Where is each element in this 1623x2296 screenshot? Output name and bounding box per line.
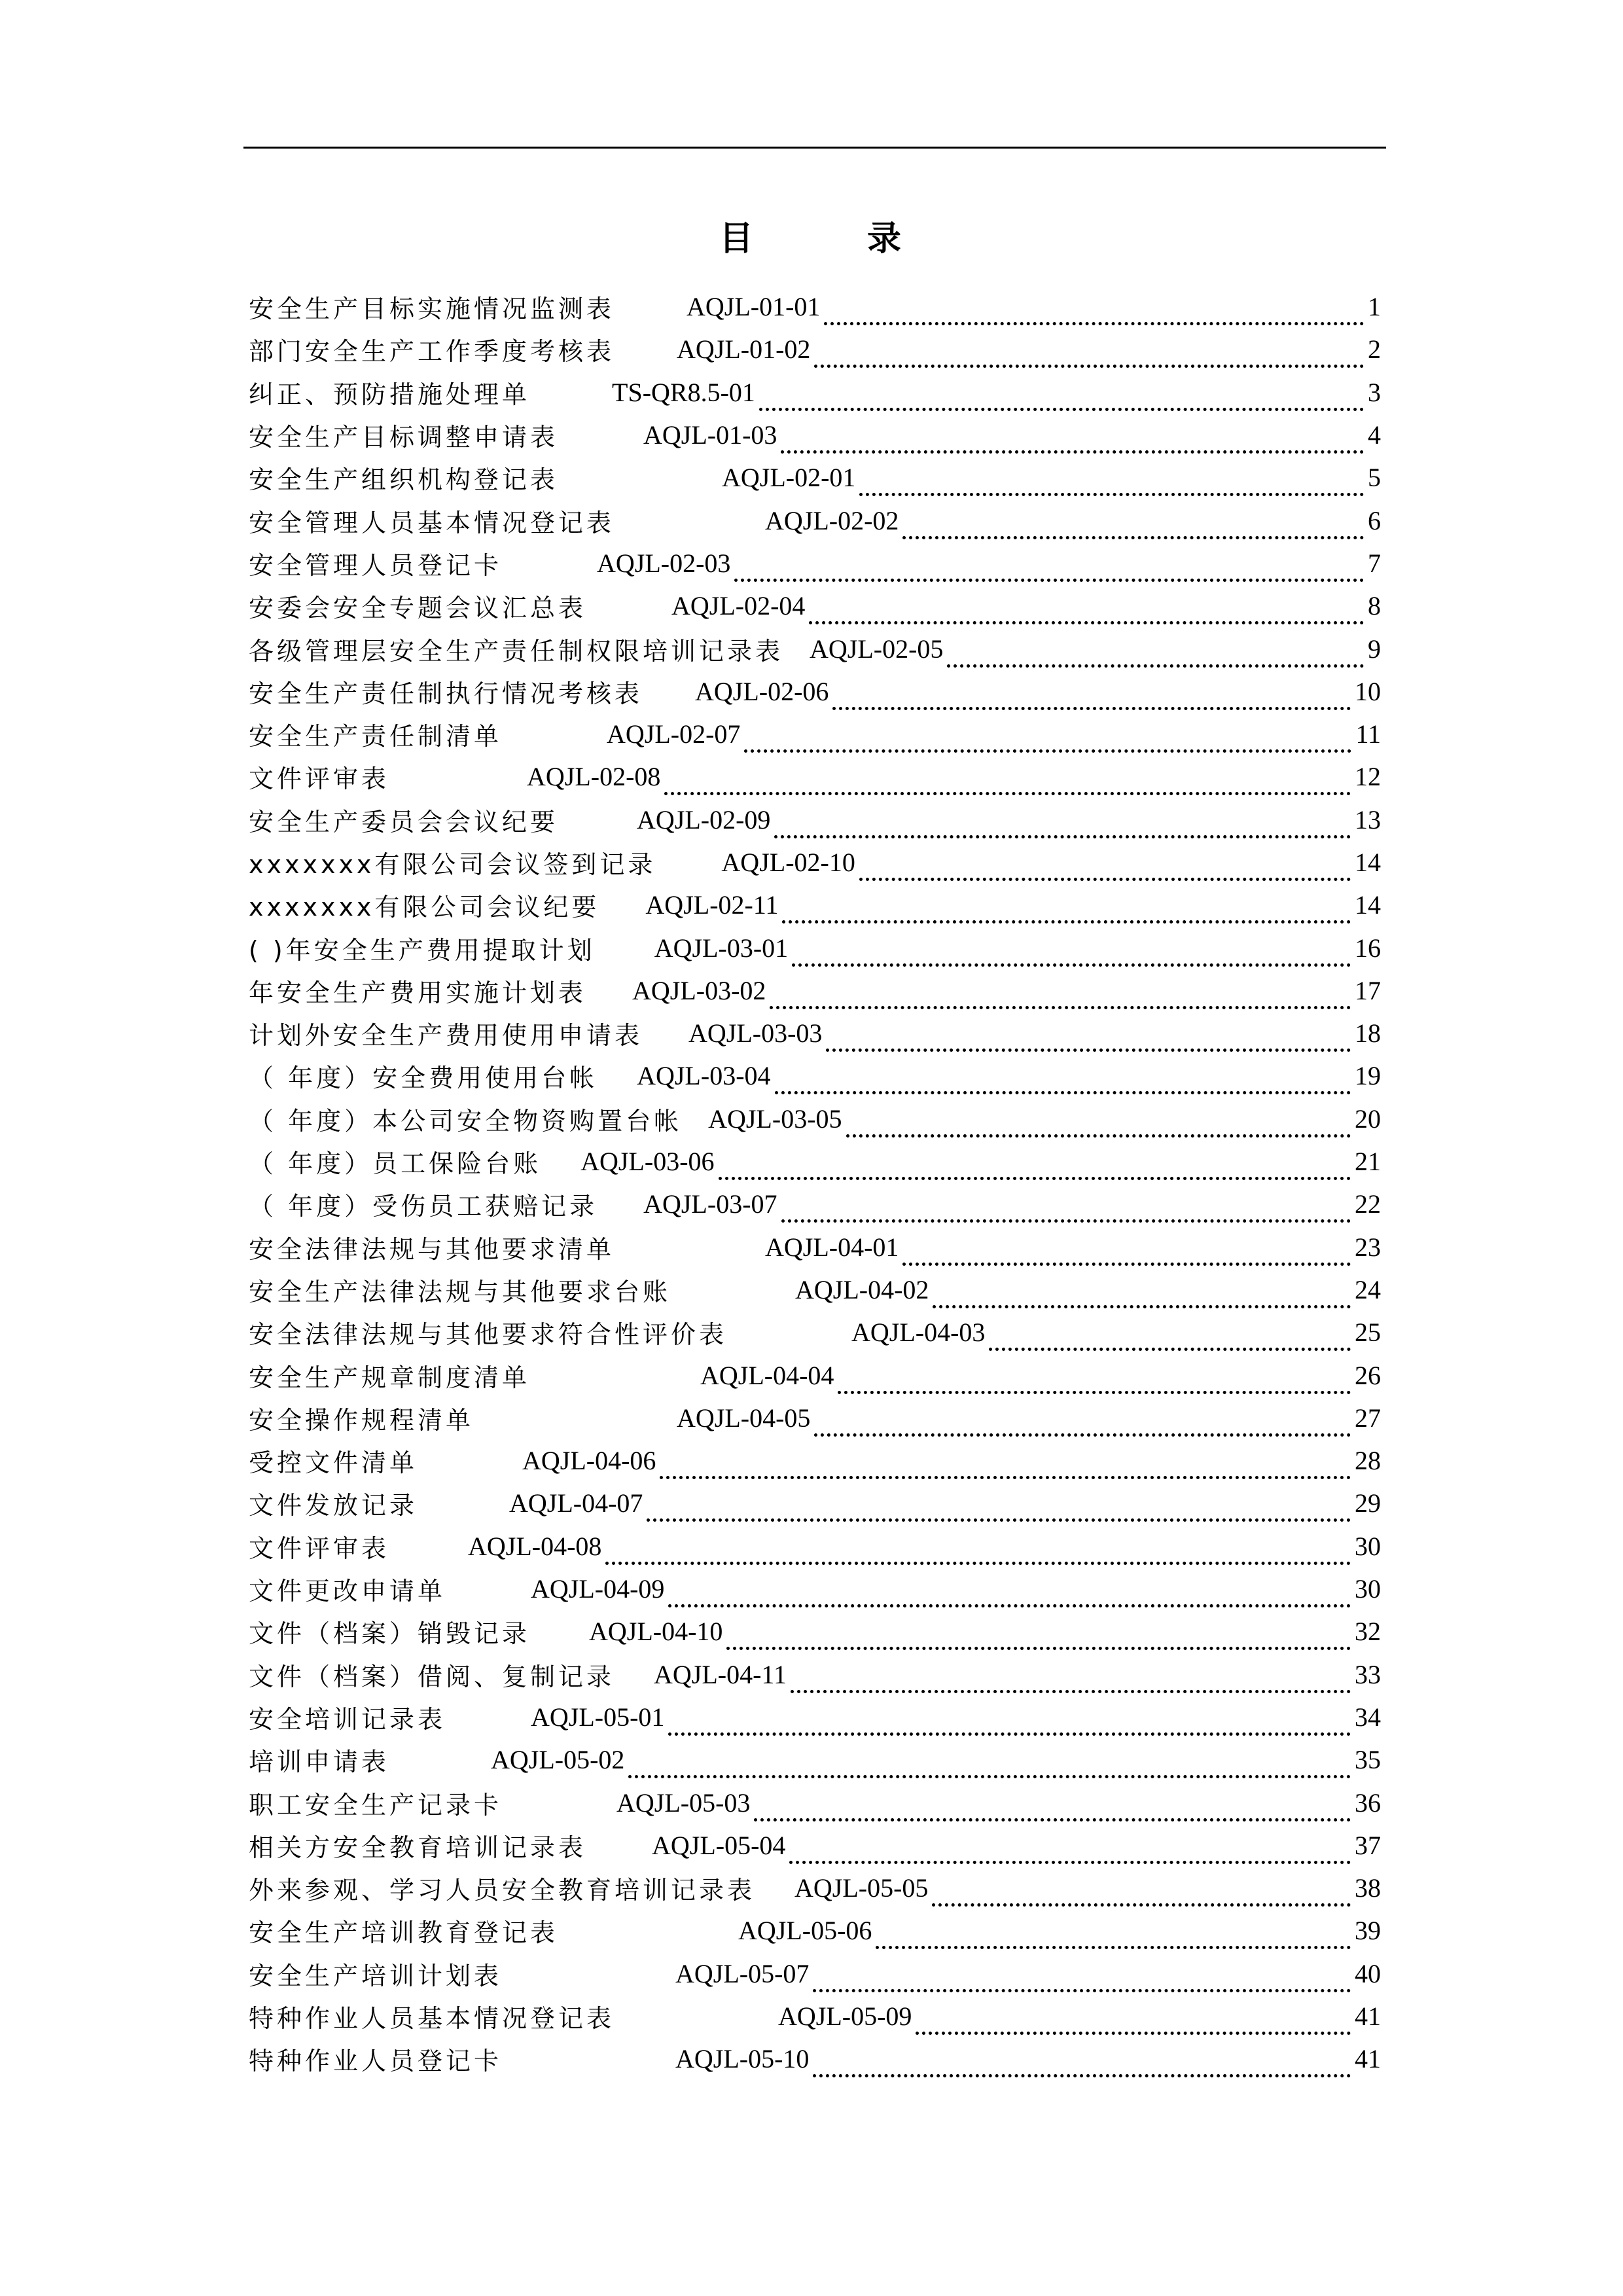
toc-entry-code: AQJL-02-05: [810, 634, 944, 664]
toc-entry-name: 各级管理层安全生产责任制权限培训记录表: [249, 636, 784, 666]
toc-entry-page-number: 23: [1355, 1232, 1381, 1262]
toc-entry-code: AQJL-04-07: [509, 1488, 643, 1518]
toc-entry[interactable]: [249, 670, 1381, 713]
dot-leader: [947, 641, 1364, 668]
toc-entry-code: AQJL-01-02: [677, 334, 811, 365]
toc-entry-code: AQJL-02-09: [637, 804, 771, 834]
dot-leader: [933, 1282, 1351, 1308]
toc-entry-code: AQJL-03-04: [637, 1061, 771, 1091]
toc-entry-code: AQJL-04-02: [795, 1274, 929, 1304]
toc-entry-page-number: 20: [1355, 1103, 1381, 1134]
toc-entry-code: AQJL-05-03: [616, 1787, 751, 1818]
toc-entry[interactable]: [249, 1183, 1381, 1225]
toc-entry-name: 特种作业人员登记卡: [249, 2047, 503, 2076]
toc-entry[interactable]: [249, 841, 1381, 884]
toc-entry-name: 安全管理人员登记卡: [249, 550, 503, 580]
toc-entry-code: AQJL-02-10: [721, 848, 855, 877]
toc-entry-page-number: 16: [1355, 933, 1381, 963]
toc-entry[interactable]: [249, 1610, 1381, 1653]
toc-entry-page-number: 6: [1368, 505, 1381, 535]
toc-entry-name: ( )年安全生产费用提取计划: [249, 935, 596, 965]
toc-entry-name: 相关方安全教育培训记录表: [249, 1833, 587, 1862]
dot-leader: [809, 598, 1364, 624]
toc-entry-page-number: 1: [1368, 292, 1381, 322]
dot-leader: [814, 341, 1364, 368]
toc-entry-page-number: 2: [1368, 334, 1381, 365]
toc-entry-name: （ 年度）受伤员工获赔记录: [249, 1192, 598, 1221]
toc-entry[interactable]: [249, 1568, 1381, 1610]
toc-entry[interactable]: [249, 1952, 1381, 1995]
toc-entry[interactable]: [249, 1354, 1381, 1396]
dot-leader: [660, 1452, 1351, 1479]
table-of-contents: [249, 285, 1381, 2080]
toc-entry-page-number: 40: [1355, 1958, 1381, 1988]
toc-entry[interactable]: [249, 584, 1381, 627]
toc-entry-code: AQJL-04-09: [531, 1574, 665, 1604]
toc-entry-page-number: 25: [1355, 1318, 1381, 1348]
dot-leader: [759, 384, 1364, 411]
dot-leader: [719, 1153, 1351, 1180]
toc-entry-name: 部门安全生产工作季度考核表: [249, 337, 615, 367]
toc-entry-name: 安全生产委员会会议纪要: [249, 807, 559, 836]
dot-leader: [859, 854, 1351, 881]
dot-leader: [792, 940, 1351, 967]
toc-entry[interactable]: [249, 285, 1381, 328]
toc-entry-page-number: 17: [1355, 975, 1381, 1005]
toc-entry-page-number: 18: [1355, 1018, 1381, 1049]
toc-entry[interactable]: [249, 456, 1381, 499]
toc-entry-name: 文件（档案）销毁记录: [249, 1619, 531, 1649]
toc-entry[interactable]: [249, 1397, 1381, 1439]
toc-entry[interactable]: [249, 1781, 1381, 1823]
toc-entry-code: AQJL-03-07: [643, 1189, 777, 1219]
toc-entry-page-number: 35: [1355, 1745, 1381, 1775]
toc-entry-code: AQJL-04-11: [654, 1659, 787, 1689]
toc-entry[interactable]: [249, 1696, 1381, 1738]
toc-entry-code: AQJL-05-05: [794, 1873, 929, 1903]
toc-entry-name: 文件评审表: [249, 1534, 390, 1563]
toc-entry[interactable]: [249, 713, 1381, 755]
toc-entry-name: 培训申请表: [249, 1748, 390, 1777]
toc-entry[interactable]: [249, 884, 1381, 926]
toc-entry-code: AQJL-03-01: [654, 933, 789, 963]
toc-entry-page-number: 13: [1355, 804, 1381, 834]
dot-leader: [789, 1837, 1351, 1864]
dot-leader: [838, 1367, 1351, 1394]
toc-entry-name: 安全生产目标调整申请表: [249, 423, 559, 452]
toc-entry[interactable]: [249, 1995, 1381, 2037]
toc-entry[interactable]: [249, 1311, 1381, 1354]
toc-entry-page-number: 30: [1355, 1574, 1381, 1604]
toc-entry-name: 安全生产责任制执行情况考核表: [249, 679, 643, 708]
toc-entry-name: 安全培训记录表: [249, 1704, 446, 1734]
toc-entry-code: AQJL-04-04: [700, 1360, 834, 1390]
toc-entry-name: 纠正、预防措施处理单: [249, 380, 531, 409]
toc-entry-name: 安全生产组织机构登记表: [249, 465, 559, 495]
toc-entry[interactable]: [249, 1098, 1381, 1140]
toc-entry-name: 外来参观、学习人员安全教育培训记录表: [249, 1876, 756, 1905]
toc-entry-code: AQJL-02-01: [722, 463, 856, 493]
dot-leader: [775, 1067, 1351, 1094]
toc-entry-code: AQJL-04-01: [765, 1232, 899, 1262]
toc-entry-code: AQJL-05-07: [675, 1958, 810, 1988]
toc-entry-name: 受控文件清单: [249, 1448, 418, 1478]
toc-entry[interactable]: [249, 1012, 1381, 1054]
toc-entry[interactable]: [249, 1867, 1381, 1909]
toc-entry-name: 特种作业人员基本情况登记表: [249, 2004, 615, 2034]
toc-entry-code: AQJL-05-10: [675, 2044, 810, 2074]
toc-entry-name: 计划外安全生产费用使用申请表: [249, 1021, 643, 1050]
toc-entry-page-number: 27: [1355, 1403, 1381, 1433]
dot-leader: [932, 1880, 1351, 1907]
toc-entry-code: AQJL-03-06: [580, 1147, 715, 1177]
dot-leader: [813, 1965, 1351, 1992]
toc-entry-name: （ 年度）本公司安全物资购置台帐: [249, 1106, 683, 1136]
toc-entry-page-number: 11: [1355, 719, 1381, 749]
toc-entry-name: xxxxxxx有限公司会议签到记录: [249, 850, 656, 879]
toc-entry-code: AQJL-04-10: [589, 1617, 723, 1647]
page-title-char-2: 录: [867, 219, 904, 259]
toc-entry[interactable]: [249, 755, 1381, 798]
dot-leader: [781, 427, 1364, 454]
dot-leader: [628, 1751, 1351, 1778]
toc-entry-name: xxxxxxx有限公司会议纪要: [249, 893, 600, 922]
toc-entry-name: 安全生产法律法规与其他要求台账: [249, 1277, 671, 1306]
toc-entry-code: AQJL-04-08: [468, 1531, 602, 1561]
dot-leader: [846, 1111, 1351, 1138]
toc-entry[interactable]: [249, 1140, 1381, 1183]
toc-entry[interactable]: [249, 1653, 1381, 1696]
toc-entry[interactable]: [249, 1226, 1381, 1268]
toc-entry-name: 安全生产培训计划表: [249, 1961, 503, 1990]
toc-entry-page-number: 9: [1368, 634, 1381, 664]
toc-entry-page-number: 38: [1355, 1873, 1381, 1903]
toc-entry-name: 安全生产目标实施情况监测表: [249, 295, 615, 324]
toc-entry-name: 职工安全生产记录卡: [249, 1790, 503, 1820]
dot-leader: [782, 897, 1351, 924]
toc-entry[interactable]: [249, 414, 1381, 456]
toc-entry-code: AQJL-05-06: [738, 1916, 872, 1946]
toc-entry[interactable]: [249, 1268, 1381, 1311]
dot-leader: [876, 1922, 1351, 1949]
dot-leader: [664, 768, 1351, 795]
header-rule: [243, 147, 1386, 149]
toc-entry-page-number: 14: [1355, 848, 1381, 877]
toc-entry-code: AQJL-02-06: [695, 676, 829, 706]
toc-entry[interactable]: [249, 627, 1381, 670]
toc-entry-code: AQJL-02-07: [607, 719, 741, 749]
toc-entry-code: AQJL-01-03: [643, 420, 777, 450]
toc-entry[interactable]: [249, 1909, 1381, 1952]
toc-entry[interactable]: [249, 371, 1381, 414]
dot-leader: [744, 726, 1351, 753]
dot-leader: [824, 298, 1364, 325]
toc-entry[interactable]: [249, 798, 1381, 841]
toc-entry-code: AQJL-03-05: [708, 1103, 842, 1134]
toc-entry-name: 安全法律法规与其他要求符合性评价表: [249, 1320, 728, 1350]
dot-leader: [734, 555, 1364, 582]
toc-entry-page-number: 39: [1355, 1916, 1381, 1946]
dot-leader: [826, 1025, 1351, 1052]
toc-entry[interactable]: [249, 2037, 1381, 2080]
toc-entry-page-number: 29: [1355, 1488, 1381, 1518]
toc-entry-code: AQJL-03-02: [632, 975, 766, 1005]
toc-entry[interactable]: [249, 1738, 1381, 1781]
toc-entry[interactable]: [249, 1054, 1381, 1097]
toc-entry-name: 安全生产培训教育登记表: [249, 1918, 559, 1948]
toc-entry-name: 安全法律法规与其他要求清单: [249, 1234, 615, 1264]
dot-leader: [814, 1410, 1351, 1437]
toc-entry-page-number: 7: [1368, 548, 1381, 578]
toc-entry-code: AQJL-01-01: [687, 292, 821, 322]
toc-entry[interactable]: [249, 926, 1381, 969]
toc-entry-page-number: 41: [1355, 2001, 1381, 2032]
toc-entry-page-number: 5: [1368, 463, 1381, 493]
toc-entry-code: AQJL-03-03: [688, 1018, 823, 1049]
dot-leader: [668, 1581, 1351, 1607]
toc-entry-code: AQJL-02-02: [765, 505, 899, 535]
dot-leader: [774, 812, 1351, 838]
toc-entry-page-number: 24: [1355, 1274, 1381, 1304]
toc-entry-code: AQJL-02-03: [597, 548, 731, 578]
toc-entry-code: AQJL-04-06: [522, 1446, 656, 1476]
toc-entry-page-number: 12: [1355, 762, 1381, 792]
toc-entry-page-number: 10: [1355, 676, 1381, 706]
toc-entry-page-number: 36: [1355, 1787, 1381, 1818]
toc-entry-code: AQJL-02-04: [671, 591, 806, 621]
dot-leader: [902, 1239, 1351, 1266]
dot-leader: [813, 2051, 1351, 2077]
toc-entry[interactable]: [249, 969, 1381, 1012]
toc-entry-name: 文件评审表: [249, 764, 390, 794]
toc-entry-page-number: 32: [1355, 1617, 1381, 1647]
page-title: [0, 213, 1623, 265]
toc-entry-code: AQJL-04-03: [851, 1318, 986, 1348]
toc-entry[interactable]: [249, 1482, 1381, 1524]
toc-entry-page-number: 37: [1355, 1830, 1381, 1860]
toc-entry-page-number: 22: [1355, 1189, 1381, 1219]
toc-entry-code: TS-QR8.5-01: [612, 377, 755, 407]
toc-entry-page-number: 26: [1355, 1360, 1381, 1390]
toc-entry-page-number: 19: [1355, 1061, 1381, 1091]
toc-entry-page-number: 14: [1355, 890, 1381, 920]
toc-entry-page-number: 41: [1355, 2044, 1381, 2074]
toc-entry-name: 安全生产规章制度清单: [249, 1363, 531, 1392]
toc-entry-page-number: 30: [1355, 1531, 1381, 1561]
toc-entry-code: AQJL-05-04: [652, 1830, 786, 1860]
toc-entry-code: AQJL-02-11: [645, 890, 779, 920]
toc-entry-code: AQJL-04-05: [677, 1403, 811, 1433]
dot-leader: [916, 2008, 1351, 2035]
toc-entry-name: 安委会安全专题会议汇总表: [249, 594, 587, 623]
toc-entry-page-number: 8: [1368, 591, 1381, 621]
dot-leader: [989, 1324, 1351, 1351]
toc-entry-page-number: 21: [1355, 1147, 1381, 1177]
toc-entry-page-number: 4: [1368, 420, 1381, 450]
toc-entry-name: 安全管理人员基本情况登记表: [249, 508, 615, 537]
dot-leader: [668, 1709, 1351, 1736]
dot-leader: [832, 683, 1351, 710]
toc-entry-page-number: 33: [1355, 1659, 1381, 1689]
dot-leader: [647, 1495, 1351, 1522]
dot-leader: [902, 512, 1364, 539]
toc-entry[interactable]: [249, 1525, 1381, 1568]
toc-entry-name: 安全操作规程清单: [249, 1405, 474, 1435]
toc-entry-code: AQJL-05-01: [531, 1702, 665, 1732]
dot-leader: [754, 1795, 1351, 1821]
toc-entry-code: AQJL-02-08: [527, 762, 661, 792]
toc-entry-name: （ 年度）员工保险台账: [249, 1149, 542, 1179]
toc-entry-name: 文件发放记录: [249, 1491, 418, 1520]
dot-leader: [726, 1623, 1351, 1650]
toc-entry-name: （ 年度）安全费用使用台帐: [249, 1064, 598, 1093]
toc-entry[interactable]: [249, 328, 1381, 370]
dot-leader: [781, 1196, 1351, 1223]
toc-entry-page-number: 3: [1368, 377, 1381, 407]
toc-entry-name: 安全生产责任制清单: [249, 722, 503, 751]
toc-entry[interactable]: [249, 1439, 1381, 1482]
dot-leader: [791, 1666, 1351, 1693]
toc-entry-name: 年安全生产费用实施计划表: [249, 978, 587, 1007]
toc-entry-page-number: 28: [1355, 1446, 1381, 1476]
toc-entry-code: AQJL-05-02: [491, 1745, 625, 1775]
toc-entry[interactable]: [249, 499, 1381, 541]
dot-leader: [770, 982, 1351, 1009]
dot-leader: [605, 1538, 1351, 1565]
page-title-char-1: 目: [719, 219, 756, 259]
toc-entry-name: 文件（档案）借阅、复制记录: [249, 1662, 615, 1691]
toc-entry-code: AQJL-05-09: [778, 2001, 912, 2032]
dot-leader: [859, 469, 1364, 496]
toc-entry[interactable]: [249, 1824, 1381, 1867]
toc-entry-page-number: 34: [1355, 1702, 1381, 1732]
toc-entry[interactable]: [249, 542, 1381, 584]
toc-entry-name: 文件更改申请单: [249, 1577, 446, 1606]
